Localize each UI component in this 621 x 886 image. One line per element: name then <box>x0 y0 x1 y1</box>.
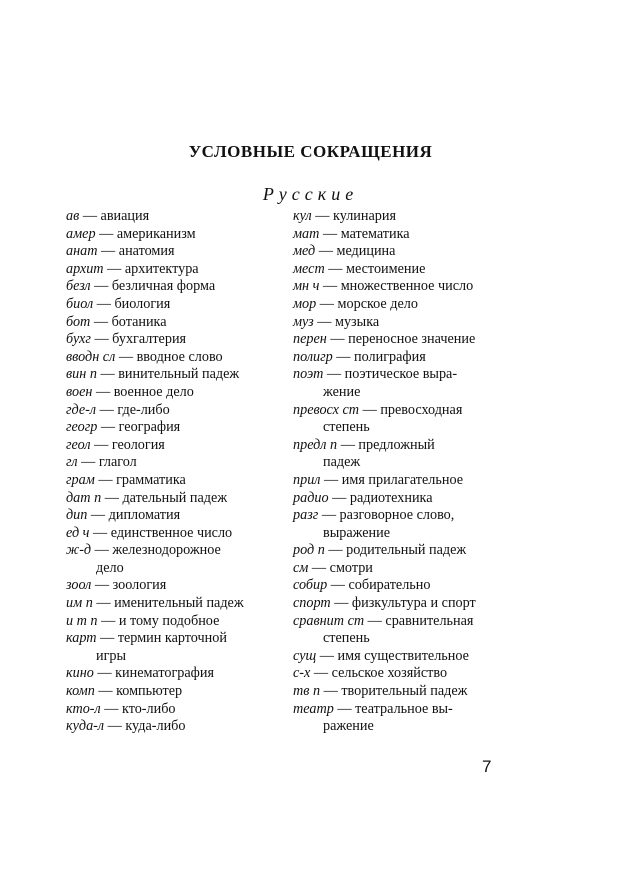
abbreviation-meaning: музыка <box>334 313 380 330</box>
abbreviation-term: куда-л <box>66 718 105 735</box>
abbreviation-term: сравнит ст <box>293 612 365 629</box>
abbreviation-meaning: кинематография <box>115 665 214 682</box>
abbreviation-entry <box>293 437 513 472</box>
abbreviation-meaning-continuation: падеж <box>323 454 361 471</box>
abbreviation-entry <box>293 314 513 332</box>
abbreviation-meaning: разговорное слово, <box>339 507 455 524</box>
abbreviation-term: сущ <box>293 647 317 664</box>
abbreviation-entry <box>293 613 513 648</box>
abbreviation-meaning: сравнительная <box>385 612 474 629</box>
abbreviation-meaning: театральное вы- <box>355 700 453 717</box>
abbreviation-entry <box>66 595 286 613</box>
abbreviation-term: амер <box>66 225 96 242</box>
abbreviation-entry <box>293 577 513 595</box>
abbreviation-dash: — <box>330 595 352 612</box>
abbreviation-term: кино <box>66 665 94 682</box>
abbreviation-meaning: имя существительное <box>337 647 469 664</box>
abbreviation-entry <box>293 683 513 701</box>
abbreviation-meaning: куда-либо <box>125 718 186 735</box>
abbreviation-term: им п <box>66 595 93 612</box>
abbreviation-meaning: анатомия <box>118 243 175 260</box>
abbreviation-dash: — <box>313 313 335 330</box>
abbreviation-meaning: грамматика <box>116 471 186 488</box>
abbreviation-meaning: морское дело <box>337 295 418 312</box>
abbreviation-meaning: именительный падеж <box>114 595 244 612</box>
abbreviation-entry <box>66 314 286 332</box>
abbreviation-term: театр <box>293 700 334 717</box>
abbreviation-dash: — <box>318 507 340 524</box>
abbreviation-dash: — <box>359 401 381 418</box>
abbreviation-meaning: родительный падеж <box>346 542 467 559</box>
abbreviation-entry <box>66 454 286 472</box>
abbreviations-right-column <box>293 208 513 736</box>
abbreviation-entry <box>293 402 513 437</box>
abbreviations-left-column <box>66 208 286 736</box>
abbreviation-dash: — <box>101 489 123 506</box>
abbreviation-meaning: ботаника <box>111 313 167 330</box>
abbreviation-term: грам <box>66 471 95 488</box>
abbreviation-term: геогр <box>66 419 98 436</box>
abbreviation-entry <box>66 384 286 402</box>
abbreviation-meaning: военное дело <box>113 383 194 400</box>
abbreviation-term: где-л <box>66 401 97 418</box>
section-subtitle: Русские <box>262 184 359 204</box>
abbreviation-entry <box>293 701 513 736</box>
abbreviation-entry <box>66 226 286 244</box>
abbreviation-term: вин п <box>66 366 97 383</box>
abbreviation-entry <box>66 718 286 736</box>
abbreviation-meaning: единственное число <box>110 524 233 541</box>
abbreviation-entry <box>293 595 513 613</box>
abbreviation-meaning: медицина <box>336 243 396 260</box>
abbreviation-entry <box>293 261 513 279</box>
abbreviation-entry <box>66 525 286 543</box>
abbreviation-dash: — <box>96 366 119 383</box>
abbreviation-entry <box>66 208 286 226</box>
abbreviation-term: мат <box>293 225 320 242</box>
abbreviation-dash: — <box>96 401 118 418</box>
abbreviation-entry <box>293 243 513 261</box>
abbreviation-meaning: имя прилагательное <box>341 471 464 488</box>
abbreviation-dash: — <box>332 348 355 365</box>
page-title: УСЛОВНЫЕ СОКРАЩЕНИЯ <box>188 142 433 161</box>
abbreviation-entry <box>66 349 286 367</box>
abbreviation-meaning: сельское хозяйство <box>331 665 448 682</box>
abbreviation-term: мест <box>293 260 325 277</box>
abbreviation-dash: — <box>328 489 350 506</box>
abbreviation-entry <box>293 472 513 490</box>
abbreviation-entry <box>66 630 286 665</box>
abbreviation-entry <box>66 507 286 525</box>
abbreviation-term: зоол <box>66 577 92 594</box>
abbreviation-meaning-continuation: ражение <box>323 718 374 735</box>
abbreviation-term: и т п <box>66 612 98 629</box>
abbreviation-entry <box>66 472 286 490</box>
abbreviation-meaning: предложный <box>358 436 435 453</box>
abbreviation-dash: — <box>320 471 342 488</box>
abbreviation-meaning: математика <box>340 225 410 242</box>
abbreviation-dash: — <box>90 313 112 330</box>
abbreviation-dash: — <box>316 647 338 664</box>
abbreviation-entry <box>293 490 513 508</box>
abbreviation-entry <box>66 437 286 455</box>
abbreviation-meaning: вводное слово <box>136 348 223 365</box>
abbreviation-meaning: американизм <box>116 225 196 242</box>
abbreviation-term: разг <box>293 507 319 524</box>
abbreviation-entry <box>293 560 513 578</box>
abbreviation-dash: — <box>327 577 349 594</box>
abbreviation-term: спорт <box>293 595 331 612</box>
abbreviation-meaning: глагол <box>98 454 137 471</box>
abbreviation-dash: — <box>364 612 386 629</box>
abbreviation-meaning: винительный падеж <box>118 366 240 383</box>
abbreviation-term: кто-л <box>66 700 101 717</box>
abbreviation-dash: — <box>100 700 122 717</box>
abbreviation-meaning: превосходная <box>380 401 463 418</box>
abbreviation-term: перен <box>293 331 327 348</box>
abbreviation-term: см <box>293 559 309 576</box>
abbreviation-dash: — <box>323 366 345 383</box>
abbreviation-entry <box>293 542 513 560</box>
abbreviation-dash: — <box>316 295 338 312</box>
abbreviation-dash: — <box>320 683 342 700</box>
abbreviation-term: род п <box>293 542 325 559</box>
abbreviation-term: с-х <box>293 665 311 682</box>
abbreviation-meaning: радиотехника <box>349 489 433 506</box>
abbreviation-dash: — <box>115 348 137 365</box>
abbreviation-dash: — <box>92 383 114 400</box>
abbreviation-meaning: геология <box>111 436 165 453</box>
abbreviation-dash: — <box>94 683 117 700</box>
abbreviation-term: бот <box>66 313 91 330</box>
abbreviation-dash: — <box>92 595 115 612</box>
abbreviation-meaning: переносное значение <box>348 331 476 348</box>
abbreviation-meaning: кто-либо <box>121 700 176 717</box>
abbreviation-dash: — <box>90 331 113 348</box>
abbreviation-dash: — <box>324 260 346 277</box>
abbreviation-meaning: безличная форма <box>111 278 216 295</box>
abbreviation-term: ж-д <box>66 542 92 559</box>
abbreviation-term: мор <box>293 295 317 312</box>
abbreviation-meaning-continuation: игры <box>96 647 127 664</box>
abbreviation-meaning: собирательно <box>348 577 431 594</box>
abbreviation-entry <box>66 278 286 296</box>
abbreviation-term: собир <box>293 577 328 594</box>
abbreviation-dash: — <box>337 436 359 453</box>
abbreviation-meaning: бухгалтерия <box>112 331 187 348</box>
abbreviation-term: биол <box>66 295 94 312</box>
abbreviation-dash: — <box>308 559 330 576</box>
abbreviation-term: гл <box>66 454 78 471</box>
abbreviation-dash: — <box>79 208 101 224</box>
abbreviation-dash: — <box>91 577 113 594</box>
abbreviation-entry <box>293 331 513 349</box>
abbreviation-meaning: поэтическое выра- <box>344 366 458 383</box>
abbreviation-term: муз <box>293 313 314 330</box>
abbreviation-entry <box>293 278 513 296</box>
abbreviation-dash: — <box>93 665 116 682</box>
abbreviation-meaning-continuation: выражение <box>323 524 391 541</box>
abbreviation-entry <box>293 349 513 367</box>
abbreviation-term: бухг <box>66 331 91 348</box>
abbreviation-dash: — <box>95 225 117 242</box>
abbreviation-meaning: полиграфия <box>354 348 426 365</box>
abbreviation-entry <box>66 613 286 631</box>
abbreviation-meaning: где-либо <box>117 401 170 418</box>
abbreviation-dash: — <box>103 260 125 277</box>
abbreviation-dash: — <box>77 454 99 471</box>
abbreviation-dash: — <box>326 331 349 348</box>
abbreviation-meaning: зоология <box>112 577 167 594</box>
abbreviation-meaning: биология <box>114 295 171 312</box>
abbreviation-meaning: география <box>118 419 181 436</box>
abbreviation-meaning: местоимение <box>346 260 426 277</box>
abbreviation-entry <box>66 261 286 279</box>
abbreviation-meaning-continuation: степень <box>323 419 370 436</box>
abbreviation-meaning: авиация <box>100 208 150 224</box>
abbreviation-term: воен <box>66 383 93 400</box>
abbreviation-dash: — <box>104 718 126 735</box>
abbreviation-term: прил <box>293 471 321 488</box>
page-number: 7 <box>482 757 492 776</box>
abbreviation-entry <box>293 296 513 314</box>
abbreviation-meaning-continuation: степень <box>323 630 370 647</box>
abbreviation-dash: — <box>90 278 112 295</box>
abbreviation-term: полигр <box>293 348 333 365</box>
abbreviation-meaning: архитектура <box>124 260 199 277</box>
abbreviation-meaning: термин карточной <box>117 630 227 647</box>
abbreviation-dash: — <box>310 665 332 682</box>
abbreviation-term: мед <box>293 243 316 260</box>
abbreviation-dash: — <box>324 542 347 559</box>
abbreviation-meaning: смотри <box>329 559 373 576</box>
abbreviation-meaning: дательный падеж <box>122 489 228 506</box>
abbreviation-term: тв п <box>293 683 321 700</box>
abbreviation-term: анат <box>66 243 98 260</box>
abbreviation-entry <box>66 665 286 683</box>
abbreviation-entry <box>66 296 286 314</box>
abbreviation-dash: — <box>319 225 341 242</box>
abbreviation-meaning: компьютер <box>116 683 183 700</box>
abbreviation-entry <box>66 331 286 349</box>
abbreviation-meaning: дипломатия <box>108 507 181 524</box>
abbreviation-dash: — <box>89 524 111 541</box>
abbreviation-meaning: физкультура и спорт <box>351 595 476 612</box>
abbreviation-dash: — <box>333 700 356 717</box>
abbreviation-term: комп <box>66 683 95 700</box>
abbreviation-dash: — <box>315 243 337 260</box>
abbreviation-entry <box>66 243 286 261</box>
abbreviation-entry <box>293 665 513 683</box>
abbreviation-dash: — <box>97 419 119 436</box>
abbreviation-term: ав <box>66 208 80 224</box>
abbreviation-dash: — <box>97 612 119 629</box>
abbreviation-term: вводн сл <box>66 348 116 365</box>
abbreviation-dash: — <box>311 208 334 224</box>
abbreviation-term: дат п <box>66 489 102 506</box>
abbreviation-term: поэт <box>293 366 324 383</box>
abbreviation-dash: — <box>96 630 118 647</box>
abbreviation-dash: — <box>93 295 115 312</box>
abbreviation-entry <box>66 402 286 420</box>
abbreviation-entry <box>293 226 513 244</box>
abbreviation-meaning: кулинария <box>333 208 396 224</box>
abbreviation-entry <box>293 648 513 666</box>
abbreviation-dash: — <box>87 507 109 524</box>
abbreviation-term: превосх ст <box>293 401 360 418</box>
abbreviation-term: геол <box>66 436 91 453</box>
abbreviation-meaning: и тому подобное <box>118 612 220 629</box>
abbreviation-meaning-continuation: дело <box>96 559 124 576</box>
abbreviation-term: карт <box>66 630 97 647</box>
abbreviation-entry <box>66 542 286 577</box>
abbreviation-term: кул <box>293 208 312 224</box>
abbreviation-meaning: множественное число <box>340 278 474 295</box>
abbreviation-entry <box>293 507 513 542</box>
abbreviation-dash: — <box>91 542 113 559</box>
abbreviation-entry <box>66 366 286 384</box>
abbreviation-dash: — <box>319 278 341 295</box>
abbreviation-term: дип <box>66 507 88 524</box>
abbreviation-entry <box>293 208 513 226</box>
abbreviation-term: предл п <box>293 436 338 453</box>
abbreviation-entry <box>66 577 286 595</box>
abbreviation-entry <box>66 419 286 437</box>
abbreviation-term: ед ч <box>66 524 90 541</box>
abbreviation-term: безл <box>66 278 91 295</box>
abbreviation-meaning-continuation: жение <box>323 383 361 400</box>
abbreviation-entry <box>66 701 286 719</box>
abbreviation-term: радио <box>293 489 329 506</box>
abbreviation-dash: — <box>94 471 117 488</box>
abbreviation-entry <box>66 683 286 701</box>
abbreviation-entry <box>66 490 286 508</box>
abbreviation-term: мн ч <box>293 278 320 295</box>
abbreviation-entry <box>293 366 513 401</box>
abbreviation-meaning: железнодорожное <box>112 542 221 559</box>
abbreviation-meaning: творительный падеж <box>341 683 468 700</box>
abbreviation-term: архит <box>66 260 104 277</box>
abbreviation-dash: — <box>97 243 119 260</box>
abbreviation-dash: — <box>90 436 112 453</box>
